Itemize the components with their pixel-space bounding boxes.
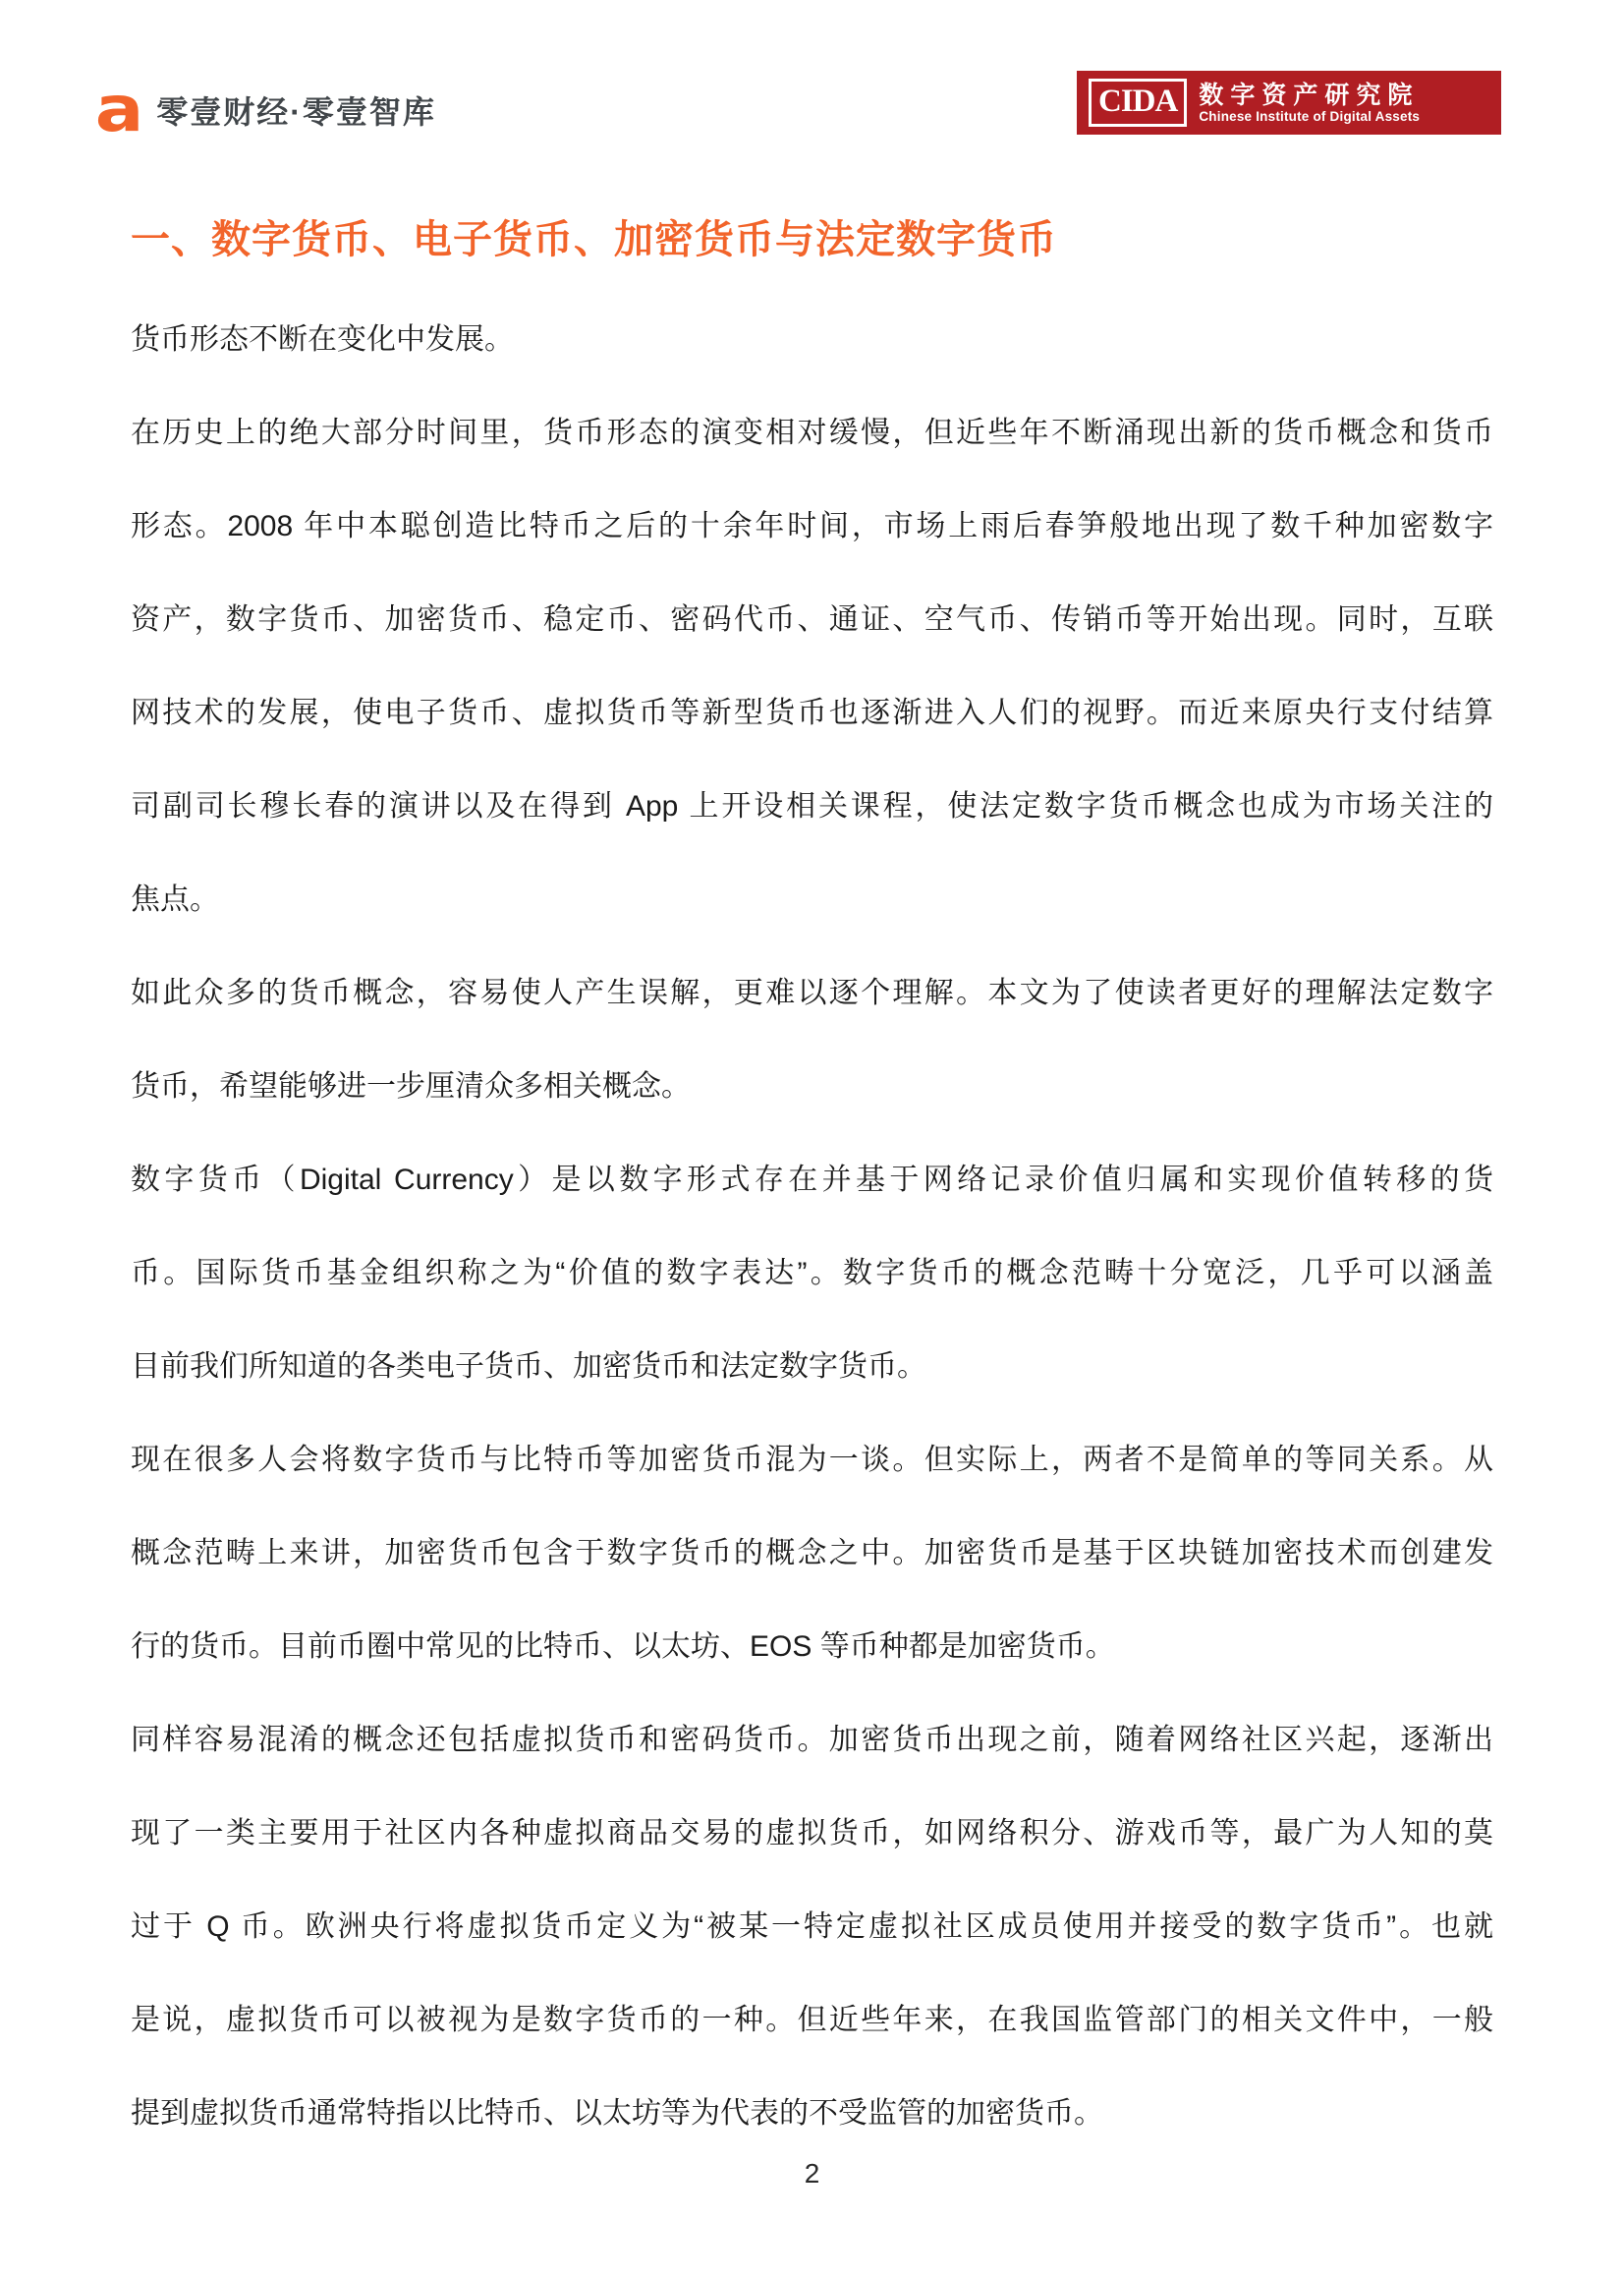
body-line: 焦点。	[131, 883, 219, 916]
body-line: 货币，希望能够进一步厘清众多相关概念。	[131, 1070, 691, 1103]
body-line: 数字货币（Digital Currency）是以数字形式存在并基于网络记录价值归属和实现价值转移的货	[131, 1164, 1493, 1196]
page-number: 2	[804, 2158, 820, 2189]
body-line: 网技术的发展，使电子货币、虚拟货币等新型货币也逐渐进入人们的视野。而近来原央行支付结算	[131, 697, 1493, 729]
body-line: 货币形态不断在变化中发展。	[131, 323, 514, 356]
body-line: 现了一类主要用于社区内各种虚拟商品交易的虚拟货币，如网络积分、游戏币等，最广为人知的莫	[131, 1817, 1493, 1849]
body-line: 形态。2008 年中本聪创造比特币之后的十余年时间，市场上雨后春笋般地出现了数千种加密数字	[131, 510, 1493, 542]
body-line: 在历史上的绝大部分时间里，货币形态的演变相对缓慢，但近些年不断涌现出新的货币概念和货币	[131, 417, 1493, 449]
institute-logo	[1077, 71, 1501, 135]
body-line: 资产，数字货币、加密货币、稳定币、密码代币、通证、空气币、传销币等开始出现。同时，互联	[131, 603, 1493, 636]
body-line: 币。国际货币基金组织称之为“价值的数字表达”。数字货币的概念范畴十分宽泛，几乎可以涵盖	[131, 1257, 1493, 1289]
section-heading: 一、数字货币、电子货币、加密货币与法定数字货币	[131, 218, 1057, 261]
body-line: 司副司长穆长春的演讲以及在得到 App 上开设相关课程，使法定数字货币概念也成为市场关注的	[131, 790, 1493, 823]
body-text	[131, 293, 1493, 2160]
body-line: 过于 Q 币。欧洲央行将虚拟货币定义为“被某一特定虚拟社区成员使用并接受的数字货币”。也就	[131, 1910, 1493, 1943]
body-line: 如此众多的货币概念，容易使人产生误解，更难以逐个理解。本文为了使读者更好的理解法定数字	[131, 977, 1493, 1009]
institute-names	[1199, 82, 1420, 125]
body-line: 概念范畴上来讲，加密货币包含于数字货币的概念之中。加密货币是基于区块链加密技术而创建发	[131, 1537, 1493, 1569]
body-line: 现在很多人会将数字货币与比特币等加密货币混为一谈。但实际上，两者不是简单的等同关系。从	[131, 1444, 1493, 1476]
body-line: 同样容易混淆的概念还包括虚拟货币和密码货币。加密货币出现之前，随着网络社区兴起，逐渐出	[131, 1724, 1493, 1756]
body-line: 提到虚拟货币通常特指以比特币、以太坊等为代表的不受监管的加密货币。	[131, 2097, 1103, 2130]
body-line: 目前我们所知道的各类电子货币、加密货币和法定数字货币。	[131, 1350, 926, 1383]
institute-name-en: Chinese Institute of Digital Assets	[1199, 109, 1421, 125]
body-line: 是说，虚拟货币可以被视为是数字货币的一种。但近些年来，在我国监管部门的相关文件中，一般	[131, 2004, 1493, 2036]
brand-alpha-icon: a	[94, 74, 144, 146]
institute-abbr: CIDA	[1089, 79, 1187, 127]
brand-name: 零壹财经·零壹智库	[156, 94, 436, 130]
institute-name-cn: 数字资产研究院	[1199, 81, 1420, 109]
body-line: 行的货币。目前币圈中常见的比特币、以太坊、EOS 等币种都是加密货币。	[131, 1630, 1115, 1663]
brand-logo	[94, 74, 436, 146]
